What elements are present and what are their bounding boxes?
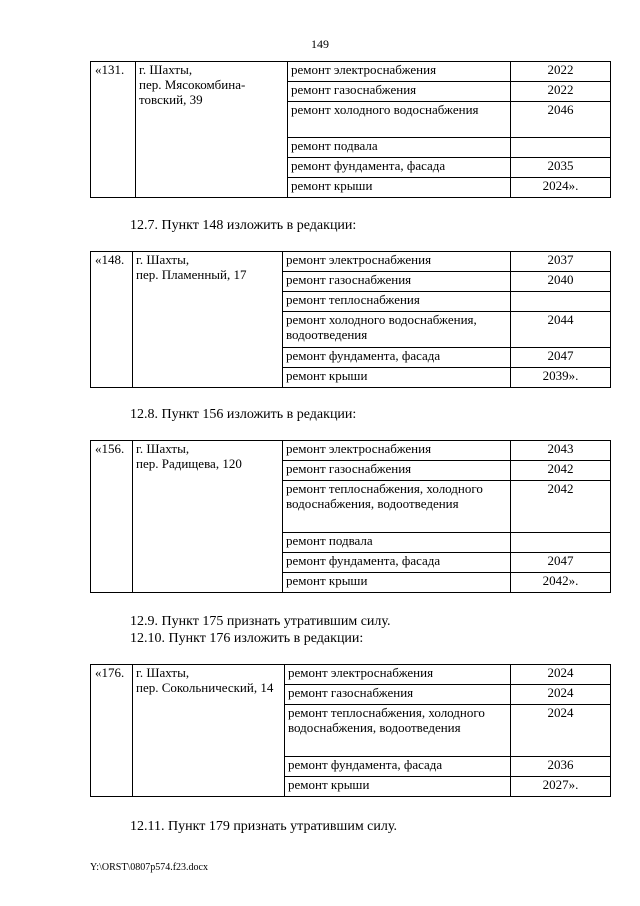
- address-table-156: [90, 440, 611, 593]
- work-type: ремонт крыши: [283, 573, 511, 593]
- work-type: ремонт фундамента, фасада: [288, 158, 511, 178]
- work-type: ремонт теплоснабжения: [283, 292, 511, 312]
- work-type: ремонт теплоснабжения, холодного водоснабжения, водоотведения: [285, 705, 511, 757]
- work-year: 2039».: [511, 368, 611, 388]
- work-year: 2044: [511, 312, 611, 348]
- paragraph-12-11: 12.11. Пункт 179 признать утратившим силу.: [130, 819, 397, 834]
- work-type: ремонт газоснабжения: [285, 685, 511, 705]
- work-type: ремонт крыши: [283, 368, 511, 388]
- work-year: 2042».: [511, 573, 611, 593]
- paragraph-12-7: 12.7. Пункт 148 изложить в редакции:: [130, 218, 357, 233]
- work-year: 2024: [511, 665, 611, 685]
- work-type: ремонт газоснабжения: [283, 461, 511, 481]
- address-street: пер. Радищева, 120: [136, 456, 242, 471]
- work-year: 2046: [511, 102, 611, 138]
- work-year: 2035: [511, 158, 611, 178]
- address-street: пер. Пламенный, 17: [136, 267, 247, 282]
- work-year: 2024: [511, 705, 611, 757]
- work-year: 2040: [511, 272, 611, 292]
- item-number: «131.: [91, 62, 136, 198]
- paragraph-12-9: 12.9. Пункт 175 признать утратившим силу.: [130, 614, 391, 629]
- work-type: ремонт крыши: [285, 777, 511, 797]
- address-street: пер. Сокольнический, 14: [136, 680, 274, 695]
- work-type: ремонт электроснабжения: [285, 665, 511, 685]
- work-type: ремонт фундамента, фасада: [285, 757, 511, 777]
- work-year: 2027».: [511, 777, 611, 797]
- work-year: 2022: [511, 82, 611, 102]
- work-year: [511, 138, 611, 158]
- address-cell: [133, 665, 285, 797]
- item-number: «156.: [91, 441, 133, 593]
- item-number: «148.: [91, 252, 133, 388]
- address-cell: [133, 252, 283, 388]
- work-type: ремонт электроснабжения: [283, 252, 511, 272]
- work-year: [511, 292, 611, 312]
- work-year: 2024».: [511, 178, 611, 198]
- work-type: ремонт крыши: [288, 178, 511, 198]
- work-year: 2047: [511, 553, 611, 573]
- work-type: ремонт подвала: [288, 138, 511, 158]
- work-year: 2042: [511, 481, 611, 533]
- file-path-footer: Y:\ORST\0807p574.f23.docx: [90, 862, 208, 873]
- address-cell: [136, 62, 288, 198]
- page-number: 149: [311, 37, 329, 51]
- work-type: ремонт холодного водоснабжения, водоотведения: [283, 312, 511, 348]
- address-table-131: [90, 61, 611, 198]
- address-city: г. Шахты,: [139, 62, 193, 77]
- work-type: ремонт электроснабжения: [283, 441, 511, 461]
- work-type: ремонт теплоснабжения, холодного водоснабжения, водоотведения: [283, 481, 511, 533]
- address-table-148: [90, 251, 611, 388]
- work-year: 2047: [511, 348, 611, 368]
- address-city: г. Шахты,: [136, 252, 190, 267]
- work-year: 2043: [511, 441, 611, 461]
- address-table-176: [90, 664, 611, 797]
- address-cell: [133, 441, 283, 593]
- work-type: ремонт фундамента, фасада: [283, 553, 511, 573]
- paragraph-12-8: 12.8. Пункт 156 изложить в редакции:: [130, 407, 357, 422]
- paragraph-12-10: 12.10. Пункт 176 изложить в редакции:: [130, 631, 364, 646]
- work-type: ремонт газоснабжения: [288, 82, 511, 102]
- work-year: 2042: [511, 461, 611, 481]
- address-city: г. Шахты,: [136, 441, 190, 456]
- item-number: «176.: [91, 665, 133, 797]
- work-year: [511, 533, 611, 553]
- address-city: г. Шахты,: [136, 665, 190, 680]
- work-year: 2022: [511, 62, 611, 82]
- work-type: ремонт подвала: [283, 533, 511, 553]
- work-year: 2036: [511, 757, 611, 777]
- work-type: ремонт электроснабжения: [288, 62, 511, 82]
- work-year: 2024: [511, 685, 611, 705]
- work-type: ремонт холодного водоснабжения: [288, 102, 511, 138]
- work-type: ремонт фундамента, фасада: [283, 348, 511, 368]
- work-type: ремонт газоснабжения: [283, 272, 511, 292]
- work-year: 2037: [511, 252, 611, 272]
- address-street: пер. Мясокомбина-товский, 39: [139, 77, 246, 107]
